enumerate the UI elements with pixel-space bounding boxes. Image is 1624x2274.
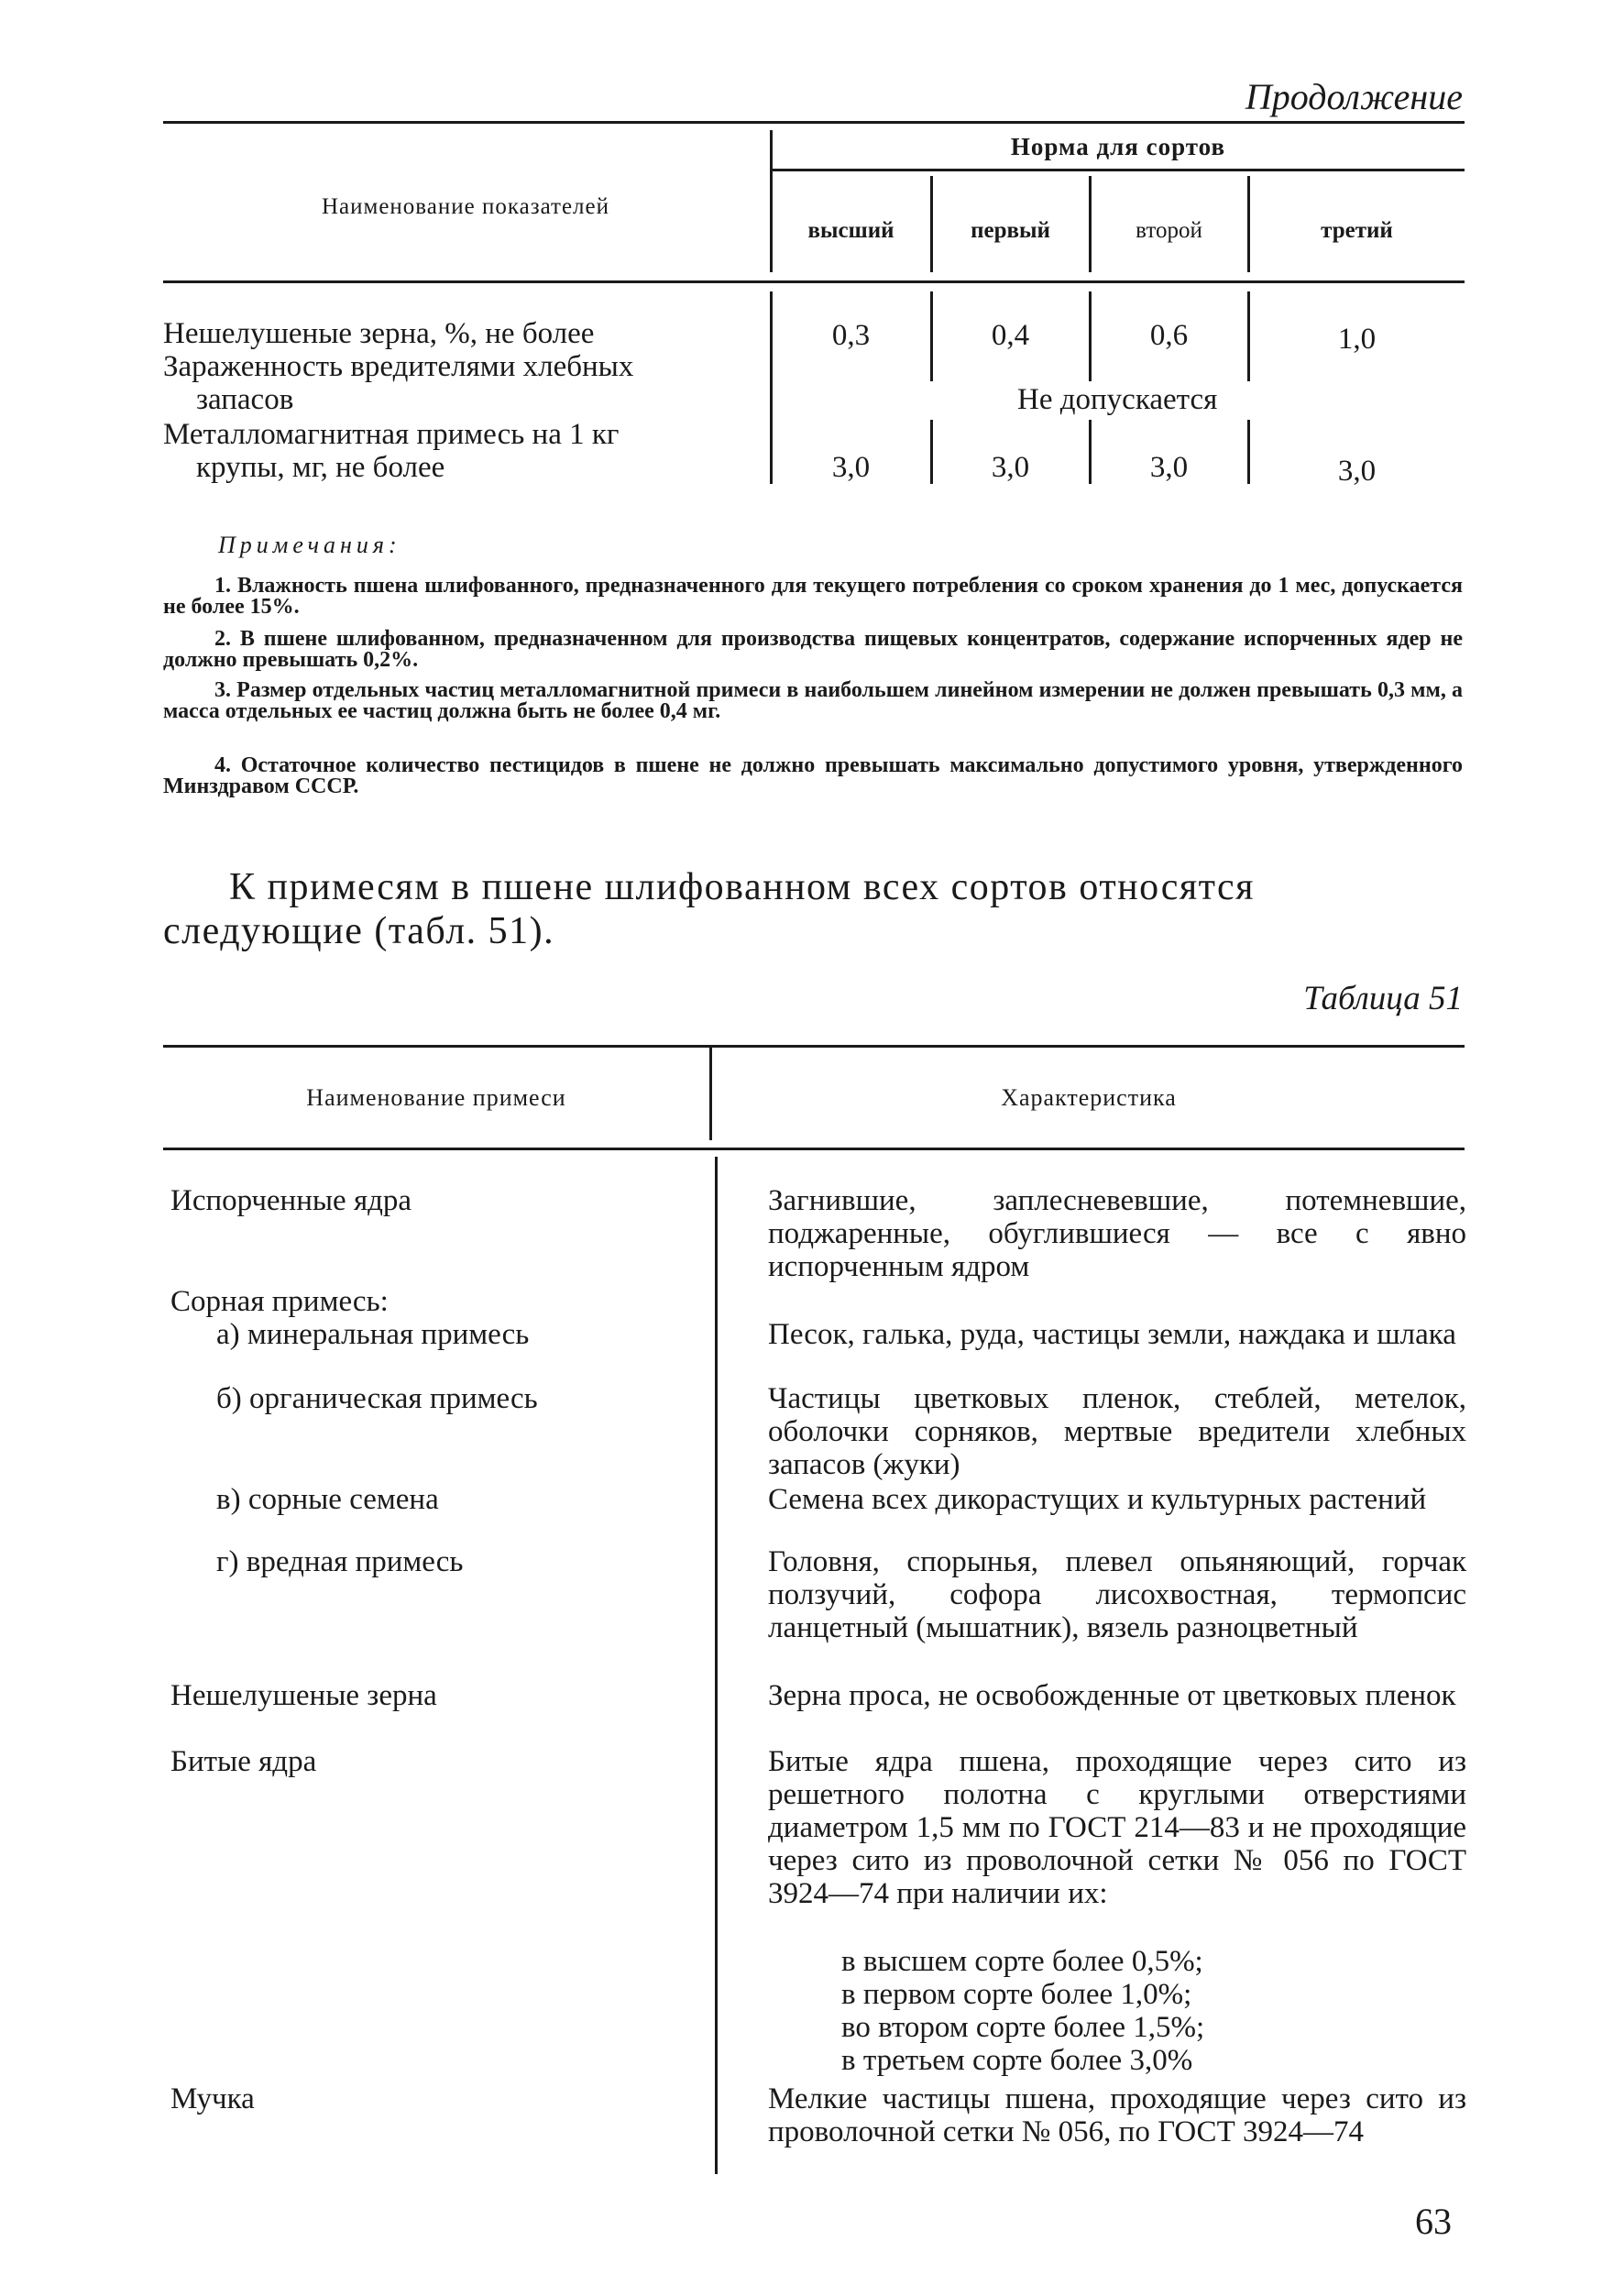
row-label: Нешелушеные зерна, %, не более — [163, 317, 595, 350]
description-text: Семена всех дикорастущих и культурных растений — [768, 1483, 1427, 1516]
note-item: 3. Размер отдельных частиц металломагнитной примеси в наибольшем линейном измерении не должен превышать 0,3 мм, а масса отдельных ее частиц должна быть не более 0,4 мг. — [163, 678, 1463, 723]
grade-threshold: в первом сорте более 1,0%; — [841, 1978, 1192, 2011]
note-item: 1. Влажность пшена шлифованного, предназначенного для текущего потребления со сроком хранения до 1 мес, допускается не более 15%. — [163, 574, 1463, 619]
description-text: Головня, спорынья, плевел опьяняющий, горчак ползучий, софора лисохвостная, термопсис ланцетный (мышатник), вязель разноцветный — [768, 1545, 1466, 1644]
table-top-rule — [163, 1045, 1465, 1048]
description-text: Мелкие частицы пшена, проходящие через сито из проволочной сетки № 056, по ГОСТ 3924—74 — [768, 2082, 1466, 2148]
row-label: Металломагнитная примесь на 1 кг — [163, 418, 620, 451]
impurity-description — [768, 1679, 1466, 1712]
span-value-cell: Не допускается — [1017, 383, 1218, 416]
table-header-bottom-rule — [163, 1148, 1465, 1150]
value-cell: 3,0 — [991, 451, 1030, 484]
description-text: Загнившие, заплесневевшие, потемневшие, поджаренные, обуглившиеся — все с явно испорченным ядром — [768, 1184, 1466, 1283]
impurity-name: Испорченные ядра — [170, 1184, 412, 1217]
header-impurity-name: Наименование примеси — [306, 1084, 566, 1111]
value-cell: 0,6 — [1149, 319, 1189, 352]
notes-title: Примечания: — [218, 532, 401, 558]
header-norm: Норма для сортов — [1010, 133, 1226, 160]
header-indicator-name: Наименование показателей — [321, 194, 610, 219]
value-cell: 1,0 — [1337, 323, 1377, 356]
grade-header: первый — [971, 218, 1050, 243]
impurity-name: Нешелушеные зерна — [170, 1679, 437, 1712]
value-cell: 3,0 — [1149, 451, 1189, 484]
impurity-name: а) минеральная примесь — [216, 1318, 530, 1351]
note-item: 4. Остаточное количество пестицидов в пшене не должно превышать максимально допустимого уровня, утвержденного Минздравом СССР. — [163, 753, 1463, 798]
grade-threshold: в высшем сорте более 0,5%; — [841, 1945, 1203, 1978]
page-number: 63 — [1415, 2201, 1452, 2242]
grade-header: высший — [807, 218, 894, 243]
impurity-name: б) органическая примесь — [216, 1382, 538, 1415]
impurity-description — [768, 1745, 1466, 1910]
row-label: Зараженность вредителями хлебных — [163, 350, 634, 383]
grade-header: второй — [1136, 218, 1202, 243]
note-item: 2. В пшене шлифованном, предназначенном для производства пищевых концентратов, содержание испорченных ядер не должно превышать 0,2%. — [163, 627, 1463, 672]
grade-threshold: во втором сорте более 1,5%; — [841, 2011, 1205, 2044]
continuation-label: Продолжение — [1245, 76, 1463, 117]
impurity-description — [768, 1483, 1466, 1516]
table-top-rule — [163, 121, 1465, 124]
impurity-name: Мучка — [170, 2082, 255, 2115]
value-cell: 0,4 — [991, 319, 1030, 352]
norm-header-rule — [772, 169, 1465, 171]
impurity-description — [768, 1382, 1466, 1481]
description-text: Песок, галька, руда, частицы земли, наждака и шлака — [768, 1318, 1456, 1351]
col-divider — [715, 1157, 718, 2174]
description-text: Частицы цветковых пленок, стеблей, метелок, оболочки сорняков, мертвые вредители хлебных запасов (жуки) — [768, 1382, 1466, 1481]
table-51-title: Таблица 51 — [1303, 980, 1463, 1017]
table-header-bottom-rule — [163, 280, 1465, 283]
impurity-name: Битые ядра — [170, 1745, 317, 1778]
row-label: крупы, мг, не более — [196, 451, 445, 484]
grade-threshold: в третьем сорте более 3,0% — [841, 2044, 1193, 2077]
grade-header: третий — [1321, 218, 1393, 243]
body-paragraph: К примесям в пшене шлифованном всех сортов относятся следующие (табл. 51). — [163, 866, 1255, 952]
impurity-name: в) сорные семена — [216, 1483, 439, 1516]
col-divider — [709, 1045, 712, 1140]
header-characteristic: Характеристика — [1001, 1084, 1177, 1111]
description-text: Битые ядра пшена, проходящие через сито из решетного полотна с круглыми отверстиями диаметром 1,5 мм по ГОСТ 214—83 и не проходящие через сито из проволочной сетки № 056 по ГОСТ 3924—74 при наличии их: — [768, 1745, 1466, 1910]
impurity-description — [768, 1545, 1466, 1644]
impurity-description — [768, 1184, 1466, 1283]
impurity-name: Сорная примесь: — [170, 1285, 389, 1318]
value-cell: 3,0 — [1337, 455, 1377, 488]
row-label: запасов — [196, 383, 294, 416]
impurity-description — [768, 2082, 1466, 2148]
impurity-name: г) вредная примесь — [216, 1545, 464, 1578]
value-cell: 0,3 — [831, 319, 871, 352]
impurity-description — [768, 1318, 1466, 1351]
description-text: Зерна проса, не освобожденные от цветковых пленок — [768, 1679, 1456, 1712]
value-cell: 3,0 — [831, 451, 871, 484]
